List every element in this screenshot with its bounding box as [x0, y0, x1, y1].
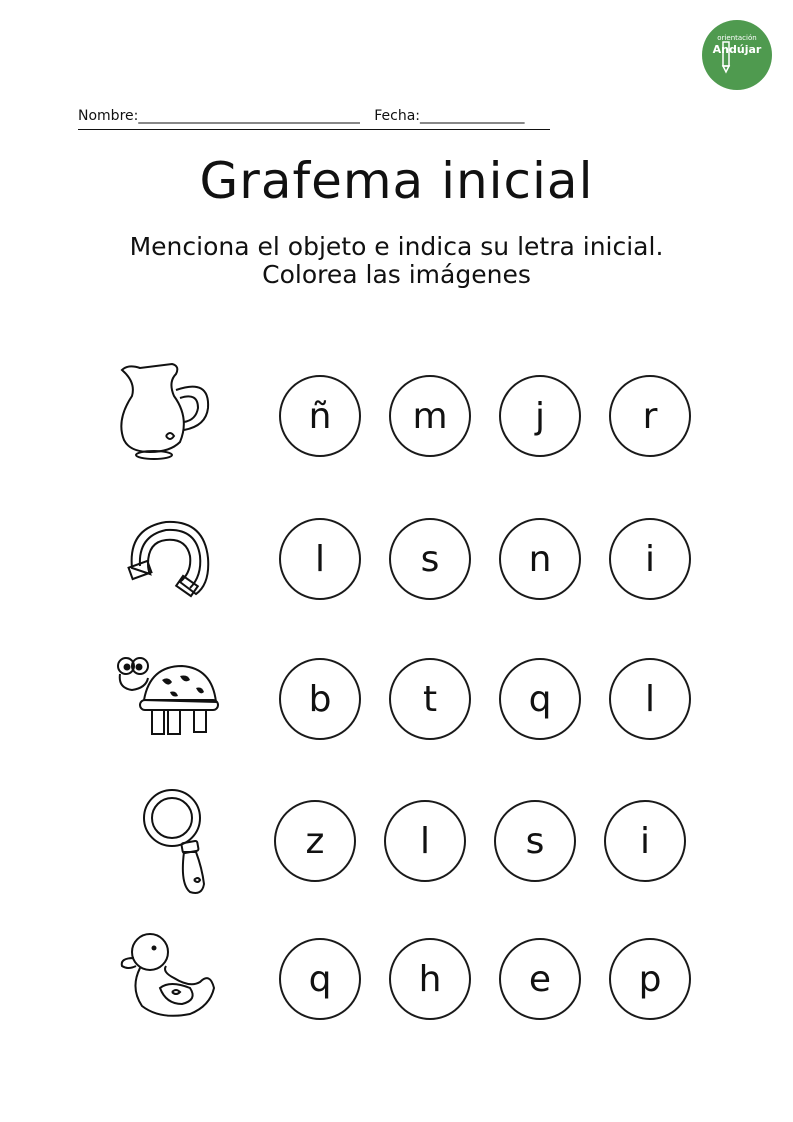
exercise-row-2 [0, 508, 793, 608]
exercise-row-4 [0, 788, 793, 888]
letter-option[interactable]: t [389, 658, 471, 740]
name-date-line [78, 108, 778, 130]
nombre-label: Nombre: [78, 108, 139, 124]
letter-option[interactable]: q [499, 658, 581, 740]
magnifying-glass-icon [110, 788, 220, 898]
letter-option[interactable]: z [274, 800, 356, 882]
fecha-blank: ________________ [420, 108, 525, 124]
fecha-label: Fecha: [374, 108, 421, 124]
magnet-icon [110, 508, 220, 608]
letter-option[interactable]: r [609, 375, 691, 457]
letter-option[interactable]: s [389, 518, 471, 600]
letter-option[interactable]: j [499, 375, 581, 457]
letter-option[interactable]: b [279, 658, 361, 740]
letter-option[interactable]: i [609, 518, 691, 600]
letter-option[interactable]: l [279, 518, 361, 600]
letter-option[interactable]: m [389, 375, 471, 457]
duck-icon [110, 928, 220, 1028]
letter-option[interactable]: h [389, 938, 471, 1020]
logo-line-2: Andújar [712, 43, 762, 56]
orientacion-andujar-logo [702, 20, 772, 90]
letter-option[interactable]: l [609, 658, 691, 740]
letter-option[interactable]: q [279, 938, 361, 1020]
instruction-line-1: Menciona el objeto e indica su letra inicial. [129, 232, 664, 261]
turtle-icon [110, 648, 220, 748]
exercise-row-1 [0, 360, 793, 460]
letter-option[interactable]: l [384, 800, 466, 882]
letter-option[interactable]: i [604, 800, 686, 882]
logo-line-1: orientación [717, 34, 757, 42]
jug-icon [110, 360, 220, 460]
page-title: Grafema inicial [199, 152, 594, 210]
nombre-blank: __________________________________ [138, 108, 360, 124]
exercise-row-5 [0, 928, 793, 1028]
instruction-line-2: Colorea las imágenes [262, 260, 531, 289]
exercise-row-3 [0, 648, 793, 748]
letter-option[interactable]: ñ [279, 375, 361, 457]
name-underline [78, 129, 550, 130]
letter-option[interactable]: e [499, 938, 581, 1020]
letter-option[interactable]: n [499, 518, 581, 600]
letter-option[interactable]: p [609, 938, 691, 1020]
letter-option[interactable]: s [494, 800, 576, 882]
